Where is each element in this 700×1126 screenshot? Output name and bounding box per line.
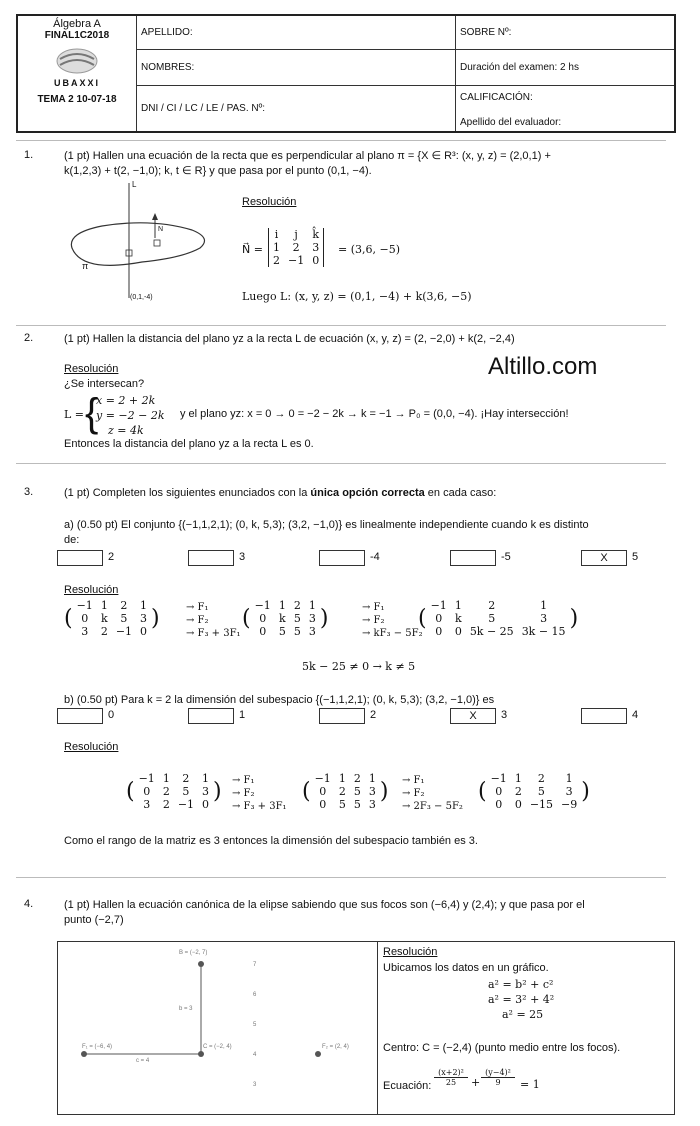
matrix-cell: 0	[140, 625, 148, 638]
graph-label-C: C = (−2, 4)	[203, 1044, 232, 1050]
row-operation: → F₁	[232, 775, 255, 786]
q3a-option-label: 5	[632, 551, 639, 563]
matrix-cell: 0	[514, 798, 522, 811]
matrix-cell: 2	[162, 798, 170, 811]
q3b-option-label: 4	[632, 709, 639, 721]
matrix-row	[269, 228, 324, 241]
matrix-cell: 2	[273, 254, 280, 267]
matrix-cell: −1	[254, 599, 271, 612]
matrix-cell: 3	[308, 625, 316, 638]
matrix-row	[269, 241, 324, 254]
q3b-ops-1	[232, 774, 287, 813]
q4-resolution-line-1: Ubicamos los datos en un gráfico.	[383, 962, 549, 974]
matrix-cell: 2	[537, 772, 545, 785]
q3b-option-box[interactable]	[581, 708, 627, 724]
matrix-cell: 1	[100, 599, 108, 612]
q4-frac-2-den: 9	[495, 1078, 501, 1087]
matrix-cell: 1	[202, 772, 210, 785]
fig-label-point: (0,1,-4)	[130, 294, 153, 301]
q4-plus: +	[471, 1076, 481, 1089]
matrix-cell: 1	[454, 599, 462, 612]
matrix-cell: 0	[495, 798, 503, 811]
q3-intro-a: (1 pt) Completen los siguientes enunciados con la	[64, 487, 311, 499]
matrix-cell: 0	[435, 625, 443, 638]
q1-line-result: Luego L: (x, y, z) = (0,1, −4) + k(3,6, −5)	[242, 290, 472, 303]
q3a-resolucion-label: Resolución	[64, 584, 119, 596]
matrix-cell: 3k − 15	[521, 625, 566, 638]
matrix-row	[73, 612, 151, 625]
q3a-matrix-3: (−1 1 2 1 0 k 5 3 0 0 5k − 25 3k − 15)	[418, 599, 579, 638]
row-operation: → F₁	[362, 602, 385, 613]
matrix-cell: 1	[278, 599, 286, 612]
matrix-cell: 0	[312, 254, 320, 267]
q3b-option-label: 3	[501, 709, 508, 721]
matrix-cell: 5	[182, 785, 190, 798]
graph-tick: 4	[253, 1052, 257, 1058]
q2-eq-x: x = 2 + 2k	[96, 394, 156, 407]
fig-label-pi: π	[82, 261, 89, 271]
matrix-cell: 5	[338, 798, 346, 811]
course-cell	[17, 15, 137, 132]
matrix-cell: 3	[540, 612, 548, 625]
q1-resolucion-label: Resolución	[242, 196, 297, 208]
matrix-cell: −1	[138, 772, 155, 785]
matrix-row	[427, 625, 570, 638]
matrix-cell: 5	[537, 785, 545, 798]
q3b-ops-2	[402, 774, 463, 813]
q4-frac-1	[434, 1068, 468, 1087]
matrix-cell: 3	[368, 798, 376, 811]
q3a-option-box[interactable]	[450, 550, 496, 566]
q3b-option-box[interactable]: X	[450, 708, 496, 724]
q2-statement: (1 pt) Hallen la distancia del plano yz a la recta L de ecuación (x, y, z) = (2, −2,0) + k(2, −2,4)	[64, 333, 515, 345]
matrix-row	[251, 599, 320, 612]
q3b-option-label: 0	[108, 709, 115, 721]
matrix-cell: 0	[259, 612, 267, 625]
q3a-ops-2	[362, 601, 423, 640]
matrix-cell: 3	[143, 798, 151, 811]
fig-label-N: N	[158, 226, 164, 233]
matrix-cell: 0	[319, 798, 327, 811]
separator	[16, 877, 666, 878]
q4-resolution-line-4: a² = 25	[502, 1008, 544, 1021]
matrix-cell: 0	[495, 785, 503, 798]
matrix-cell: −1	[288, 254, 305, 267]
matrix-row	[73, 599, 151, 612]
tema-label: TEMA 2 10-07-18	[37, 94, 117, 105]
matrix-cell: 2	[182, 772, 190, 785]
row-operation: → F₂	[232, 788, 255, 799]
q3b-matrix-2: (−1 1 2 1 0 2 5 3 0 5 5 3)	[302, 772, 389, 811]
matrix-row	[135, 785, 213, 798]
matrix-row	[251, 612, 320, 625]
apellido-field: APELLIDO:	[137, 15, 456, 49]
q3-number: 3.	[24, 486, 34, 498]
q4-eq-rhs: = 1	[520, 1078, 540, 1091]
q4-resolution-line-3: a² = 3² + 4²	[488, 993, 555, 1006]
q4-centro: Centro: C = (−2,4) (punto medio entre los focos).	[383, 1042, 621, 1054]
matrix-cell: −9	[561, 798, 578, 811]
matrix-cell: 0	[259, 625, 267, 638]
graph-tick: 6	[253, 992, 257, 998]
separator	[16, 140, 666, 141]
altillo-watermark: Altillo.com	[488, 353, 598, 380]
matrix-cell: 1	[162, 772, 170, 785]
separator	[16, 463, 666, 464]
exam-header	[16, 14, 676, 133]
q4-number: 4.	[24, 898, 34, 910]
q3b-option-box[interactable]	[188, 708, 234, 724]
q3a-text-1: a) (0.50 pt) El conjunto {(−1,1,2,1); (0, k, 5,3); (3,2, −1,0)} es linealmente independiente cuando k es distinto	[64, 519, 589, 531]
matrix-cell: 1	[565, 772, 573, 785]
q3b-option-box[interactable]	[319, 708, 365, 724]
q2-system	[96, 393, 165, 438]
q4-text-2: punto (−2,7)	[64, 914, 124, 926]
matrix-cell: 2	[120, 599, 128, 612]
matrix-cell: 2	[353, 772, 361, 785]
ubaxxi-logo	[22, 47, 132, 78]
q3a-equation: 5k − 25 ≠ 0 → k ≠ 5	[302, 660, 416, 673]
q4-statement	[64, 898, 585, 928]
matrix-cell: 5	[278, 625, 286, 638]
q3b-matrix-3: (−1 1 2 1 0 2 5 3 0 0 −15 −9)	[478, 772, 590, 811]
q3a-option-label: -4	[370, 551, 380, 563]
matrix-cell: −1	[115, 625, 133, 638]
matrix-cell: 2	[162, 785, 170, 798]
q3-intro	[64, 486, 496, 501]
graph-label-F1: F₁ = (−6, 4)	[82, 1044, 113, 1050]
matrix-row	[487, 798, 582, 811]
matrix-cell: 5	[120, 612, 128, 625]
graph-label-b: b = 3	[179, 1006, 193, 1012]
matrix-cell: 0	[454, 625, 462, 638]
q3-intro-bold: única opción correcta	[310, 487, 425, 499]
q1-normal-rhs: = (3,6, −5)	[338, 243, 400, 256]
q2-eq-y: y = −2 − 2k	[96, 409, 165, 422]
row-operation: → F₁	[402, 775, 425, 786]
q1-figure	[62, 178, 232, 313]
q1-text-b: k(1,2,3) + t(2, −1,0); k, t ∈ R} y que pasa por el punto (0,1, −4).	[64, 165, 372, 177]
dni-field: DNI / CI / LC / LE / PAS. Nº:	[137, 85, 456, 132]
q4-frac-1-den: 25	[445, 1078, 457, 1087]
row-operation: → kF₃ − 5F₂	[362, 628, 423, 639]
matrix-cell: −1	[314, 772, 331, 785]
matrix-cell: j	[294, 228, 298, 241]
row-operation: → F₃ + 3F₁	[232, 801, 287, 812]
matrix-cell: 3	[140, 612, 148, 625]
q3a-matrix-1: (−1 1 2 1 0 k 5 3 3 2 −1 0)	[64, 599, 160, 638]
row-operation: → F₁	[186, 602, 209, 613]
logo-text: UBAXXI	[53, 78, 100, 88]
row-operation: → F₂	[362, 615, 385, 626]
matrix-cell: 2	[292, 241, 300, 254]
q3b-option-label: 2	[370, 709, 377, 721]
q1-normal-lhs: N⃗ =	[242, 243, 263, 256]
q2-conclusion: Entonces la distancia del plano yz a la recta L es 0.	[64, 438, 314, 450]
q3a-option-box[interactable]	[188, 550, 234, 566]
q3a-matrix-2: (−1 1 2 1 0 k 5 3 0 5 5 3)	[242, 599, 329, 638]
q2-resolucion-label: Resolución	[64, 363, 119, 375]
q3a-option-label: -5	[501, 551, 511, 563]
matrix-cell: k	[454, 612, 462, 625]
fig-label-L: L	[132, 180, 137, 189]
q3a-option-label: 2	[108, 551, 115, 563]
q4-ecuacion-label: Ecuación:	[383, 1080, 432, 1092]
q3-intro-b: en cada caso:	[424, 487, 497, 499]
matrix-cell: 1	[140, 599, 148, 612]
row-operation: → F₂	[402, 788, 425, 799]
matrix-cell: 1	[514, 772, 522, 785]
matrix-cell: 3	[368, 785, 376, 798]
q3b-option-box[interactable]	[57, 708, 103, 724]
q1-text-a: (1 pt) Hallen una ecuación de la recta que es perpendicular al plano π = {X ∈ R³: (x, y, z) = (2,0,1) +	[64, 150, 551, 162]
graph-label-c: c = 4	[136, 1058, 150, 1064]
matrix-cell: 0	[319, 785, 327, 798]
q4-resolucion-label: Resolución	[383, 946, 438, 958]
course-title: Álgebra A	[53, 18, 101, 30]
separator	[16, 325, 666, 326]
matrix-row	[311, 785, 380, 798]
graph-label-B: B = (−2, 7)	[179, 950, 208, 956]
matrix-row	[135, 798, 213, 811]
matrix-row	[251, 625, 320, 638]
matrix-cell: 5k − 25	[469, 625, 514, 638]
matrix-cell: 2	[488, 599, 496, 612]
matrix-cell: 5	[353, 785, 361, 798]
q4-frac-1-num: (x+2)²	[434, 1068, 468, 1078]
sobre-field: SOBRE Nº:	[456, 15, 676, 49]
q4-graph	[58, 942, 377, 1114]
matrix-cell: 3	[202, 785, 210, 798]
q2-plane-intersection: y el plano yz: x = 0 → 0 = −2 − 2k → k = −1 → P₀ = (0,0, −4). ¡Hay intersección!	[180, 408, 569, 420]
q3b-option-label: 1	[239, 709, 246, 721]
matrix-cell: 0	[202, 798, 210, 811]
matrix-row	[487, 785, 582, 798]
q3b-resolucion-label: Resolución	[64, 741, 119, 753]
row-operation: → F₂	[186, 615, 209, 626]
matrix-row	[311, 772, 380, 785]
graph-tick: 5	[253, 1022, 257, 1028]
q3a-text-2: de:	[64, 534, 80, 546]
matrix-cell: 1	[273, 241, 280, 254]
q2-question: ¿Se intersecan?	[64, 378, 145, 390]
matrix-row	[487, 772, 582, 785]
q3a-option-label: 3	[239, 551, 246, 563]
matrix-cell: −15	[529, 798, 554, 811]
q2-eq-z: z = 4k	[108, 424, 144, 437]
graph-tick: 3	[253, 1082, 257, 1088]
calificacion-cell	[456, 85, 676, 132]
q3a-option-box[interactable]: X	[581, 550, 627, 566]
q3b-conclusion: Como el rango de la matriz es 3 entonces la dimensión del subespacio también es 3.	[64, 835, 478, 847]
matrix-cell: 5	[293, 612, 301, 625]
matrix-cell: 2	[338, 785, 346, 798]
q2-number: 2.	[24, 332, 34, 344]
matrix-cell: −1	[76, 599, 93, 612]
matrix-row	[427, 599, 570, 612]
evaluador-label: Apellido del evaluador:	[460, 116, 562, 128]
calificacion-label: CALIFICACIÓN:	[460, 91, 533, 103]
matrix-cell: 3	[308, 612, 316, 625]
matrix-cell: −1	[177, 798, 195, 811]
row-operation: → 2F₃ − 5F₂	[402, 801, 463, 812]
matrix-cell: 0	[81, 612, 89, 625]
q3b-statement: b) (0.50 pt) Para k = 2 la dimensión del subespacio {(−1,1,2,1); (0, k, 5,3); (3,2, −1,0)} es	[64, 694, 495, 706]
exam-code: FINAL1C2018	[44, 30, 110, 41]
matrix-row	[311, 798, 380, 811]
q2-brace: {	[85, 391, 99, 435]
q3a-statement	[64, 518, 589, 548]
q4-resolution-line-2: a² = b² + c²	[488, 978, 554, 991]
q1-statement	[64, 149, 551, 179]
q4-frac-2-num: (y−4)²	[481, 1068, 515, 1078]
matrix-cell: k	[278, 612, 286, 625]
matrix-cell: 2	[293, 599, 301, 612]
q1-determinant	[268, 228, 324, 267]
q4-text-1: (1 pt) Hallen la ecuación canónica de la elipse sabiendo que sus focos son (−6,4) y (2,4); y que pasa por el	[64, 899, 585, 911]
matrix-cell: k	[100, 612, 108, 625]
q1-number: 1.	[24, 149, 34, 161]
matrix-cell: −1	[430, 599, 447, 612]
matrix-cell: 0	[435, 612, 443, 625]
q3a-ops-1	[186, 601, 241, 640]
matrix-row	[135, 772, 213, 785]
q3a-option-box[interactable]	[319, 550, 365, 566]
q4-frac-2	[481, 1068, 515, 1087]
matrix-row	[269, 254, 324, 267]
matrix-row	[427, 612, 570, 625]
q3b-matrix-1: (−1 1 2 1 0 2 5 3 3 2 −1 0)	[126, 772, 222, 811]
graph-tick: 7	[253, 962, 257, 968]
matrix-cell: 5	[353, 798, 361, 811]
matrix-cell: k̂	[312, 228, 320, 241]
duracion-field: Duración del examen: 2 hs	[456, 49, 676, 85]
matrix-cell: 1	[368, 772, 376, 785]
matrix-cell: 0	[143, 785, 151, 798]
matrix-cell: 2	[100, 625, 108, 638]
row-operation: → F₃ + 3F₁	[186, 628, 241, 639]
nombres-field: NOMBRES:	[137, 49, 456, 85]
matrix-cell: 1	[540, 599, 548, 612]
matrix-cell: i	[274, 228, 279, 241]
matrix-cell: 1	[308, 599, 316, 612]
graph-label-F2: F₂ = (2, 4)	[322, 1044, 349, 1050]
matrix-cell: 3	[81, 625, 89, 638]
matrix-cell: 2	[514, 785, 522, 798]
matrix-cell: −1	[490, 772, 507, 785]
q3a-option-box[interactable]	[57, 550, 103, 566]
matrix-cell: 5	[293, 625, 301, 638]
q2-lhs: L =	[64, 408, 85, 421]
matrix-row	[73, 625, 151, 638]
matrix-cell: 5	[488, 612, 496, 625]
matrix-cell: 1	[338, 772, 346, 785]
q4-box	[57, 941, 675, 1115]
matrix-cell: 3	[312, 241, 320, 254]
matrix-cell: 3	[565, 785, 573, 798]
